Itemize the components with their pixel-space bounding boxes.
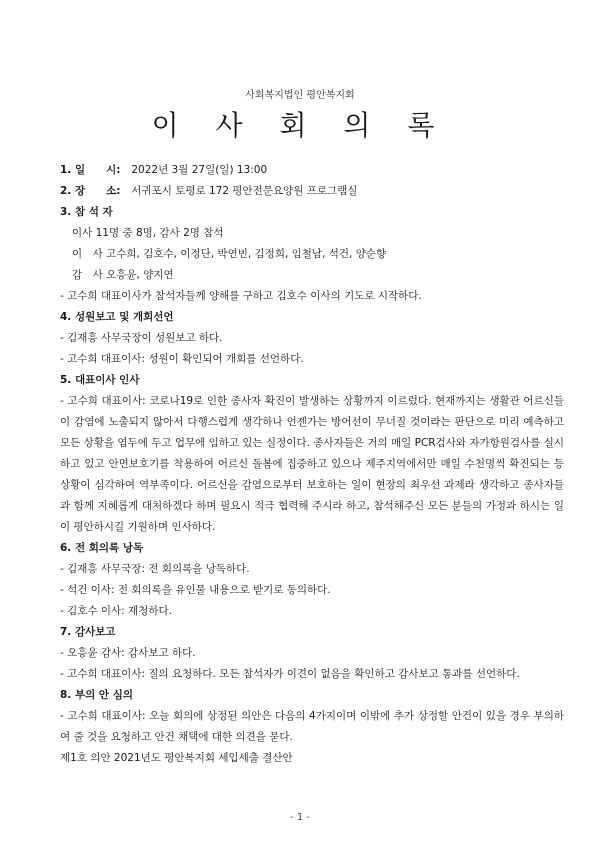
date-label: 1. 일 시: [60,164,121,176]
audit-line-1: - 오흥윤 감사: 감사보고 하다. [60,647,196,659]
attendees-directors: 이 사 고수희, 김호수, 이정단, 박연빈, 김정희, 임철남, 석건, 양순향 [72,248,387,260]
organization-name: 사회복지법인 평안복지회 [245,90,355,101]
quorum-heading: 4. 성원보고 및 개회선언 [60,311,174,323]
document-title: 이 사 회 의 록 [151,109,449,142]
prev-minutes-line-2: - 석건 이사: 전 회의록을 유인물 내용으로 받기로 동의하다. [60,584,331,596]
prev-minutes-line-3: - 김호수 이사: 재청하다. [60,605,172,617]
audit-heading: 7. 감사보고 [60,626,116,638]
section-place [60,181,564,202]
greeting-paragraph: - 고수희 대표이사: 코로나19로 인한 종사자 확진이 발생하는 상황까지 이르렀다. 현재까지는 생활관 어르신들이 감염에 노출되지 않아서 다행스럽게 생각하나 언젠가는 방어선이 무너질 것이라는 판단으로 미리 예측하고 모든 상황을 염두에 두고 업무에 임하고 있는 실정이다. 종사자들은 거의 매일 PCR검사와 자가항원검사를 실시하고 있고 안면보호기를 착용하여 어르신 돌봄에 집중하고 있으나 제주지역에서만 매일 수천명씩 확진되는 등 상황이 심각하여 역부족이다. 어르신을 감염으로부터 보호하는 일이 현장의 최우선 과제라 생각하고 종사자들과 함께 지혜롭게 대처하겠다 하며 필요시 적극 협력해 주시라 하고, 참석해주신 모든 분들의 가정과 하시는 일이 평안하시길 기원하며 인사하다. [60,395,564,533]
quorum-line-2: - 고수희 대표이사: 성원이 확인되어 개회를 선언하다. [60,353,304,365]
section-date [60,160,564,181]
prev-minutes-line-1: - 김재흥 사무국장: 전 회의록을 낭독하다. [60,563,250,575]
attendees-heading: 3. 참 석 자 [60,206,113,218]
opening-note: - 고수희 대표이사가 참석자들께 양해를 구하고 김호수 이사의 기도로 시작하다. [60,290,422,302]
date-value: 2022년 3월 27일(일) 13:00 [131,164,268,176]
quorum-line-1: - 김재흥 사무국장이 성원보고 하다. [60,332,223,344]
attendees-count: 이사 11명 중 8명, 감사 2명 참석 [72,227,224,239]
place-value: 서귀포시 토평로 172 평안전문요양원 프로그램실 [131,185,358,197]
agenda-item-1: 제1호 의안 2021년도 평안복지회 세입세출 결산안 [60,752,293,764]
greeting-heading: 5. 대표이사 인사 [60,374,140,386]
prev-minutes-heading: 6. 전 회의록 낭독 [60,542,144,554]
audit-paragraph: - 고수희 대표이사: 질의 요청하다. 모든 참석자가 이견이 없음을 확인하고 감사보고 통과를 선언하다. [60,668,520,680]
minutes-body [60,160,564,769]
attendees-auditors: 감 사 오흥윤, 양지연 [72,269,174,281]
agenda-paragraph: - 고수희 대표이사: 오늘 회의에 상정된 의안은 다음의 4가지이며 이밖에 추가 상정할 안건이 있을 경우 부의하여 줄 것을 요청하고 안건 채택에 대한 의견을 묻다. [60,710,564,743]
page-number: - 1 - [290,812,310,823]
place-label: 2. 장 소: [60,185,121,197]
agenda-heading: 8. 부의 안 심의 [60,689,133,701]
